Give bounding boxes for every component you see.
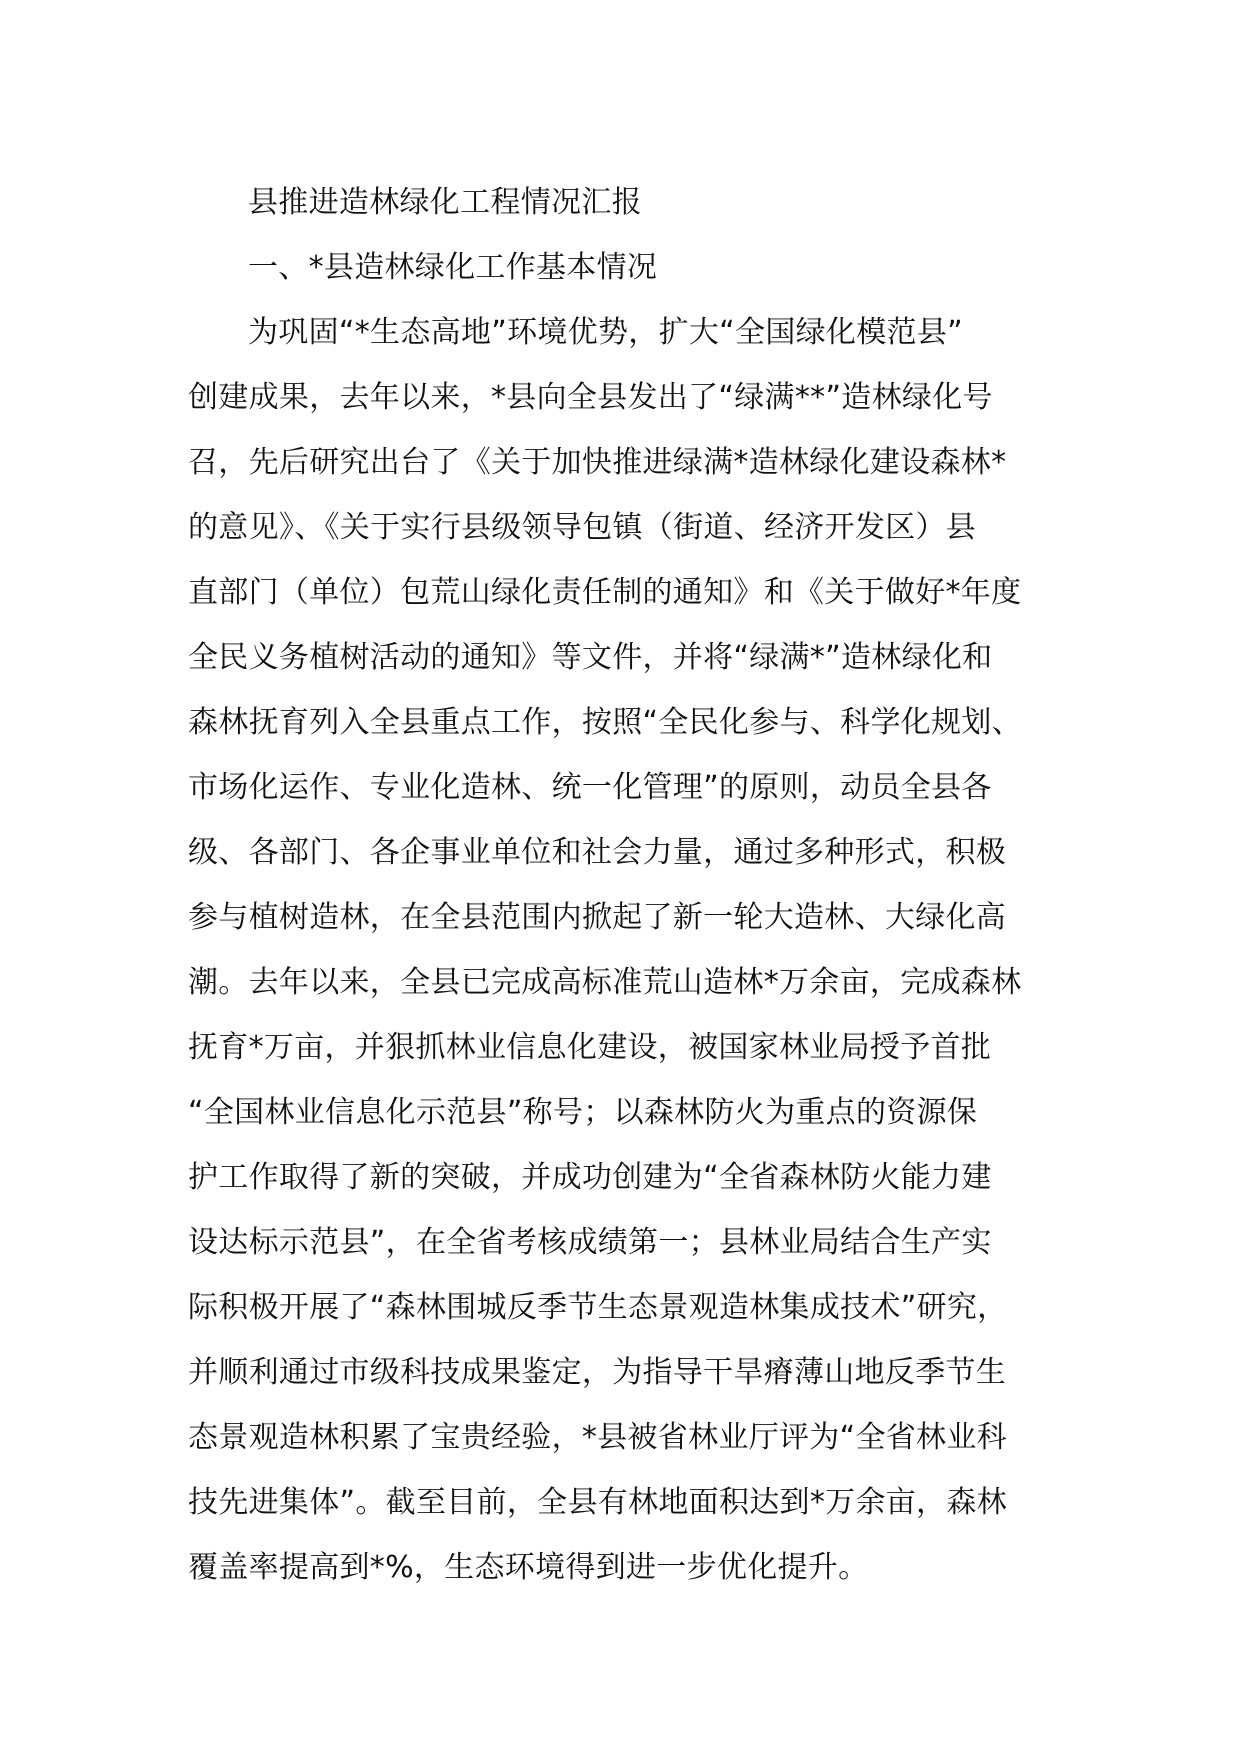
paragraph-line: 并顺利通过市级科技成果鉴定，为指导干旱瘠薄山地反季节生 (188, 1355, 1007, 1390)
paragraph-line: 召，先后研究出台了《关于加快推进绿满*造林绿化建设森林* (188, 445, 1007, 480)
paragraph-line: 市场化运作、专业化造林、统一化管理”的原则，动员全县各 (188, 770, 992, 805)
paragraph-line: 为巩固“*生态高地”环境优势，扩大“全国绿化模范县” (248, 315, 963, 350)
paragraph-line: 潮。去年以来，全县已完成高标准荒山造林*万余亩，完成森林 (188, 965, 1022, 1000)
paragraph-line: 技先进集体”。截至目前，全县有林地面积达到*万余亩，森林 (188, 1485, 1007, 1520)
paragraph-line: “全国林业信息化示范县”称号；以森林防火为重点的资源保 (188, 1095, 978, 1130)
paragraph-line: 全民义务植树活动的通知》等文件，并将“绿满*”造林绿化和 (188, 640, 993, 675)
paragraph-line: 覆盖率提高到*%，生态环境得到进一步优化提升。 (188, 1550, 869, 1585)
paragraph-line: 创建成果，去年以来，*县向全县发出了“绿满**”造林绿化号 (188, 380, 993, 415)
document-body (188, 170, 1068, 1600)
paragraph-line: 参与植树造林，在全县范围内掀起了新一轮大造林、大绿化高 (188, 900, 1007, 935)
body-paragraph (188, 300, 1068, 1600)
document-title: 县推进造林绿化工程情况汇报 (248, 185, 642, 220)
paragraph-line: 际积极开展了“森林围城反季节生态景观造林集成技术”研究， (188, 1290, 1008, 1325)
section-heading: 一、*县造林绿化工作基本情况 (248, 250, 658, 285)
paragraph-line: 态景观造林积累了宝贵经验，*县被省林业厅评为“全省林业科 (188, 1420, 1007, 1455)
paragraph-line: 抚育*万亩，并狠抓林业信息化建设，被国家林业局授予首批 (188, 1030, 992, 1065)
paragraph-line: 森林抚育列入全县重点工作，按照“全民化参与、科学化规划、 (188, 705, 1022, 740)
paragraph-line: 护工作取得了新的突破，并成功创建为“全省森林防火能力建 (188, 1160, 992, 1195)
paragraph-line: 直部门（单位）包荒山绿化责任制的通知》和《关于做好*年度 (188, 575, 1022, 610)
paragraph-line: 设达标示范县”，在全省考核成绩第一；县林业局结合生产实 (188, 1225, 992, 1260)
paragraph-line: 的意见》、《关于实行县级领导包镇（街道、经济开发区）县 (188, 510, 977, 545)
paragraph-line: 级、各部门、各企事业单位和社会力量，通过多种形式，积极 (188, 835, 1007, 870)
